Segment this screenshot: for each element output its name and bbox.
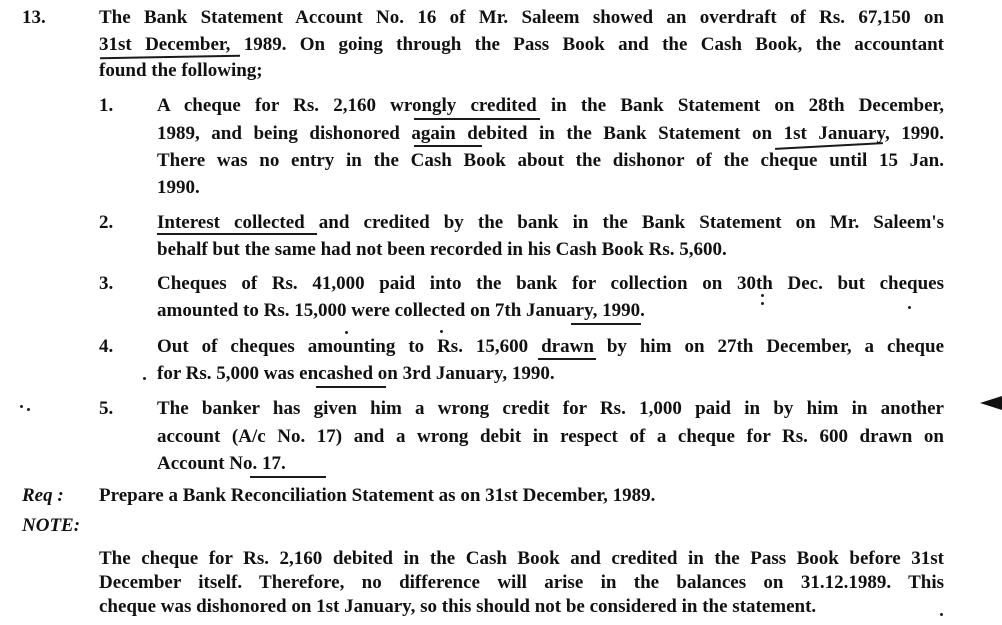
item-line: There was no entry in the Cash Book about the dishonor of the cheque until 15 Jan. — [157, 150, 944, 171]
item-number: 2. — [99, 212, 114, 233]
pen-dot — [20, 405, 23, 408]
requirement-text: Prepare a Bank Reconciliation Statement as on 31st December, 1989. — [99, 485, 656, 506]
pen-underline — [157, 233, 317, 235]
pen-dot — [908, 306, 911, 309]
item-number: 4. — [99, 336, 114, 357]
pen-dot — [345, 331, 348, 334]
item-line: Account No. 17. — [157, 453, 286, 474]
item-line: The banker has given him a wrong credit for Rs. 1,000 paid in by him in another — [157, 398, 944, 419]
pen-dot — [761, 302, 764, 305]
pen-dot — [440, 330, 443, 333]
item-number: 3. — [99, 273, 114, 294]
item-line: Out of cheques amounting to Rs. 15,600 drawn by him on 27th December, a cheque — [157, 336, 944, 357]
pen-dot — [143, 377, 146, 380]
item-line: for Rs. 5,000 was encashed on 3rd January, 1990. — [157, 363, 555, 384]
pen-underline — [414, 145, 482, 147]
pen-dot — [940, 613, 943, 616]
item-line: 1989, and being dishonored again debited in the Bank Statement on 1st January, 1990. — [157, 123, 944, 144]
intro-line: found the following; — [99, 60, 263, 81]
pen-underline — [538, 358, 596, 360]
item-number: 5. — [99, 398, 114, 419]
pen-underline — [250, 476, 326, 478]
note-line: December itself. Therefore, no difference will arise in the balances on 31.12.1989. This — [99, 572, 944, 593]
item-line: Interest collected and credited by the bank in the Bank Statement on Mr. Saleem's — [157, 212, 944, 233]
pen-dot — [27, 408, 30, 411]
note-label: NOTE: — [22, 515, 81, 536]
item-line: 1990. — [157, 177, 200, 198]
pen-underline — [571, 323, 641, 325]
item-number: 1. — [99, 95, 114, 116]
item-line: Cheques of Rs. 41,000 paid into the bank for collection on 30th Dec. but cheques — [157, 273, 944, 294]
item-line: A cheque for Rs. 2,160 wrongly credited in the Bank Statement on 28th December, — [157, 95, 944, 116]
item-line: amounted to Rs. 15,000 were collected on 7th January, 1990. — [157, 300, 645, 321]
intro-line: 31st December, 1989. On going through the Pass Book and the Cash Book, the accountant — [99, 34, 944, 55]
arrow-left-icon — [980, 396, 1002, 410]
note-line: cheque was dishonored on 1st January, so this should not be considered in the statement. — [99, 596, 817, 617]
item-line: account (A/c No. 17) and a wrong debit in respect of a cheque for Rs. 600 drawn on — [157, 426, 944, 447]
pen-underline — [414, 118, 540, 120]
item-line: behalf but the same had not been recorded in his Cash Book Rs. 5,600. — [157, 239, 727, 260]
intro-line: The Bank Statement Account No. 16 of Mr. Saleem showed an overdraft of Rs. 67,150 on — [99, 7, 944, 28]
pen-underline — [316, 386, 386, 388]
note-line: The cheque for Rs. 2,160 debited in the Cash Book and credited in the Pass Book before 31st — [99, 548, 944, 569]
question-number: 13. — [22, 7, 46, 28]
requirement-label: Req : — [22, 485, 64, 506]
pen-dot — [761, 294, 764, 297]
